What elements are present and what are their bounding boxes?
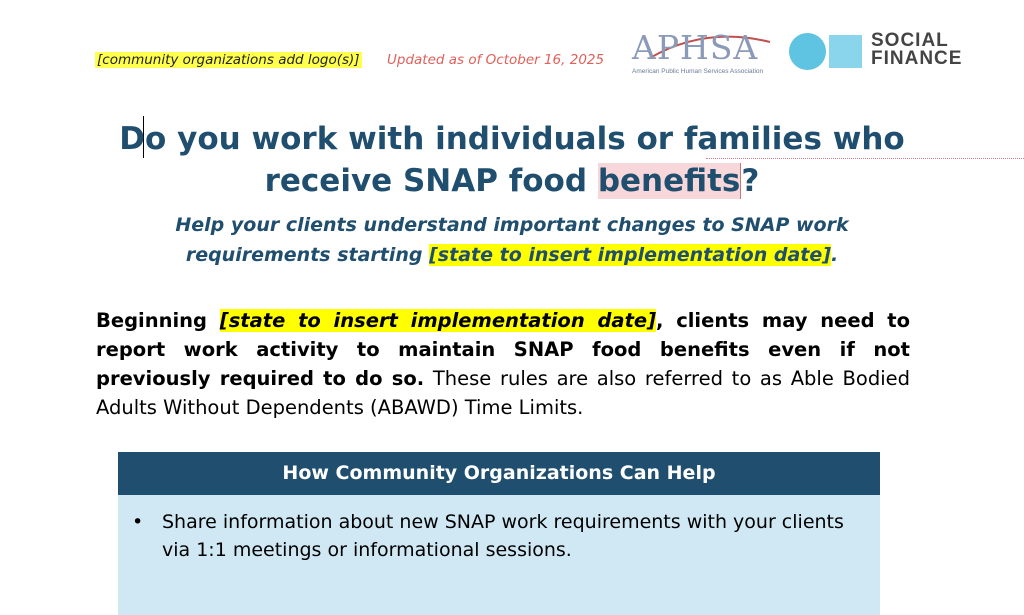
bullet-item-text: Share information about new SNAP work requirements with your clients via 1:1 meetings or informational sessions.: [162, 511, 844, 561]
subtitle-line2: [0, 240, 1024, 270]
help-box-bullet-list: [128, 508, 868, 564]
aphsa-logo-wordmark: APHSA: [632, 28, 759, 67]
intro-bold-start: Beginning: [96, 309, 220, 332]
title-line2-end: ?: [741, 163, 760, 199]
title-line2: [0, 160, 1024, 202]
updated-date: Updated as of October 16, 2025: [387, 52, 605, 68]
subtitle-line2-end: .: [830, 244, 839, 266]
social-finance-line2: FINANCE: [871, 48, 963, 69]
title-tracked-change[interactable]: benefits: [597, 163, 741, 199]
title-line1: Do you work with individuals or families who: [119, 121, 905, 157]
aphsa-logo: [630, 28, 780, 78]
subtitle-line1: Help your clients understand important changes to SNAP work: [175, 214, 849, 236]
aphsa-logo-subtitle: American Public Human Services Association: [632, 68, 764, 75]
intro-date-placeholder: [state to insert implementation date]: [219, 309, 657, 332]
social-finance-circle-icon: [789, 33, 826, 70]
logo-placeholder-note: [community organizations add logo(s)]: [97, 52, 360, 68]
intro-plain-text: These rules are also referred to as Able Bodied Adults Without Dependents (ABAWD) Time Limits.: [96, 367, 910, 419]
bullet-icon: •: [132, 511, 144, 533]
social-finance-line1: SOCIAL: [871, 30, 949, 51]
page-subtitle[interactable]: [0, 210, 1024, 270]
intro-bold-end: , clients may need to report work activity to maintain SNAP food benefits even if not previously required to do so.: [96, 309, 911, 390]
intro-paragraph[interactable]: [96, 306, 910, 422]
title-line2-text: receive SNAP food: [264, 163, 598, 199]
subtitle-line2-text: requirements starting: [185, 244, 430, 266]
help-box-header: How Community Organizations Can Help: [118, 452, 880, 495]
page-title[interactable]: [0, 118, 1024, 202]
social-finance-square-icon: [829, 35, 862, 68]
subtitle-date-placeholder: [state to insert implementation date]: [429, 244, 831, 266]
social-finance-logo-text: [871, 32, 962, 68]
bullet-item[interactable]: [128, 508, 868, 564]
